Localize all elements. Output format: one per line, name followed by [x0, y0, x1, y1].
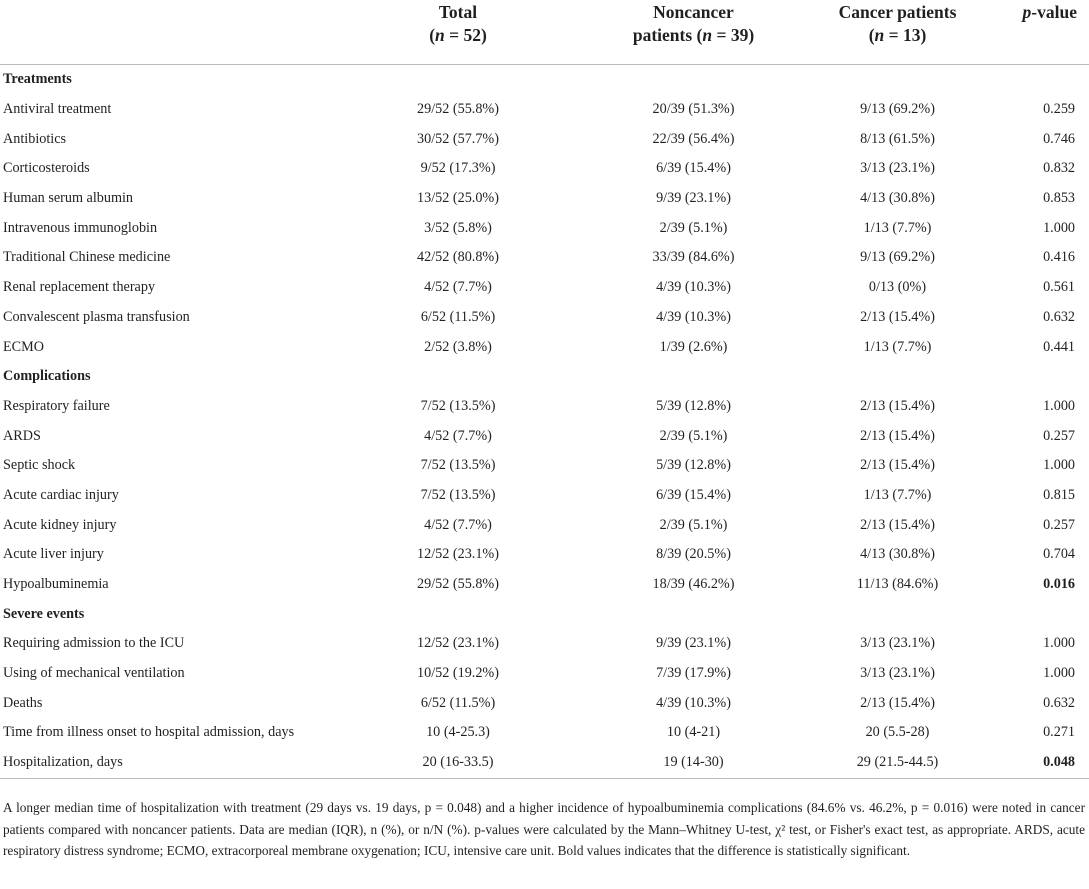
table-row	[0, 688, 1089, 718]
table-footnote: A longer median time of hospitalization with treatment (29 days vs. 19 days, p = 0.048) and a higher incidence of hypoalbuminemia complications (84.6% vs. 46.2%, p = 0.016) were noted in cancer patients compared with noncancer patients. Data are median (IQR), n (%), or n/N (%). p-values were calculated by the Mann–Whitney U-test, χ² test, or Fisher's exact test, as appropriate. ARDS, acute respiratory distress syndrome; ECMO, extracorporeal membrane oxygenation; ICU, intensive care unit. Bold values indicates that the difference is statistically significant.	[3, 800, 1085, 858]
header-cancer-n: (n = 13)	[868, 25, 927, 45]
table-row	[0, 95, 1089, 125]
total-cell: 20 (16-33.5)	[336, 748, 580, 778]
p-value-cell: 1.000	[1043, 635, 1075, 652]
row-label: Intravenous immunoglobin	[3, 219, 158, 236]
noncancer-cell: 9/39 (23.1%)	[656, 635, 731, 652]
noncancer-cell: 6/39 (15.4%)	[656, 160, 731, 177]
p-value-cell: 0.257	[1043, 516, 1075, 533]
table-row	[0, 510, 1089, 540]
table-row	[0, 481, 1089, 511]
row-label: Traditional Chinese medicine	[3, 249, 171, 266]
row-label: ARDS	[3, 427, 41, 444]
header-p-value	[988, 0, 1089, 65]
noncancer-cell: 5/39 (12.8%)	[656, 397, 731, 414]
table-row	[0, 451, 1089, 481]
header-total-title: Total	[438, 2, 478, 22]
total-cell: 4/52 (7.7%)	[424, 516, 492, 533]
noncancer-cell: 19 (14-30)	[580, 748, 807, 778]
table-row	[0, 540, 1089, 570]
total-cell: 6/52 (11.5%)	[420, 694, 496, 711]
section-label: Treatments	[3, 71, 72, 88]
row-label: Human serum albumin	[3, 190, 134, 207]
cancer-cell: 4/13 (30.8%)	[860, 546, 935, 563]
row-label: Requiring admission to the ICU	[3, 635, 185, 652]
noncancer-cell: 18/39 (46.2%)	[652, 576, 735, 593]
p-value-cell: 0.632	[1043, 308, 1075, 325]
total-cell: 9/52 (17.3%)	[420, 160, 496, 177]
row-label: Deaths	[3, 694, 43, 711]
section-label: Complications	[3, 368, 91, 385]
cancer-cell: 2/13 (15.4%)	[860, 427, 935, 444]
noncancer-cell: 2/39 (5.1%)	[659, 516, 728, 533]
total-cell: 13/52 (25.0%)	[417, 190, 499, 207]
table-row	[0, 332, 1089, 362]
table-row	[0, 718, 1089, 748]
p-value-cell: 0.016	[1043, 576, 1075, 593]
table-row	[0, 392, 1089, 422]
cancer-cell: 1/13 (7.7%)	[863, 486, 932, 503]
noncancer-cell: 4/39 (10.3%)	[656, 279, 731, 296]
row-label: Hypoalbuminemia	[3, 576, 109, 593]
cancer-cell: 1/13 (7.7%)	[863, 338, 932, 355]
total-cell: 10 (4-25.3)	[426, 724, 490, 741]
p-value-cell: 0.259	[1043, 101, 1075, 118]
p-value-cell: 0.815	[1043, 486, 1075, 503]
p-value-cell: 1.000	[1043, 219, 1075, 236]
table-row	[0, 748, 1089, 778]
total-cell: 3/52 (5.8%)	[424, 219, 492, 236]
p-value-cell: 0.832	[1043, 160, 1075, 177]
cancer-cell: 3/13 (23.1%)	[860, 160, 935, 177]
section-row	[0, 65, 1089, 95]
cancer-cell: 3/13 (23.1%)	[860, 665, 935, 682]
cancer-cell: 9/13 (69.2%)	[860, 101, 935, 118]
cancer-cell: 29 (21.5-44.5)	[807, 748, 988, 778]
cancer-cell: 2/13 (15.4%)	[860, 694, 935, 711]
cancer-cell: 2/13 (15.4%)	[860, 457, 935, 474]
noncancer-cell: 4/39 (10.3%)	[656, 694, 731, 711]
total-cell: 4/52 (7.7%)	[424, 427, 492, 444]
total-cell: 29/52 (55.8%)	[417, 101, 499, 118]
noncancer-cell: 2/39 (5.1%)	[659, 219, 728, 236]
cancer-cell: 3/13 (23.1%)	[860, 635, 935, 652]
p-value-cell: 1.000	[1043, 457, 1075, 474]
header-p-value-title: p-value	[1022, 2, 1077, 22]
total-cell: 12/52 (23.1%)	[417, 635, 499, 652]
total-cell: 29/52 (55.8%)	[417, 576, 499, 593]
cancer-cell: 2/13 (15.4%)	[860, 308, 935, 325]
row-label: Acute cardiac injury	[3, 486, 119, 503]
table-row	[0, 303, 1089, 333]
total-cell: 2/52 (3.8%)	[424, 338, 492, 355]
row-label: Using of mechanical ventilation	[3, 665, 185, 682]
p-value-cell: 0.416	[1043, 249, 1075, 266]
table-row	[0, 629, 1089, 659]
total-cell: 7/52 (13.5%)	[420, 457, 496, 474]
section-row	[0, 599, 1089, 629]
noncancer-cell: 2/39 (5.1%)	[659, 427, 728, 444]
table-row	[0, 154, 1089, 184]
p-value-cell: 0.632	[1043, 694, 1075, 711]
table-row	[0, 243, 1089, 273]
row-label: ECMO	[3, 338, 44, 355]
noncancer-cell: 9/39 (23.1%)	[656, 190, 731, 207]
noncancer-cell: 10 (4-21)	[666, 724, 721, 741]
total-cell: 7/52 (13.5%)	[420, 397, 496, 414]
cancer-cell: 2/13 (15.4%)	[860, 397, 935, 414]
total-cell: 4/52 (7.7%)	[424, 279, 492, 296]
p-value-cell: 0.257	[1043, 427, 1075, 444]
noncancer-cell: 8/39 (20.5%)	[656, 546, 731, 563]
header-noncancer-title: Noncancer	[653, 2, 734, 22]
section-label: Severe events	[3, 605, 85, 622]
cancer-cell: 20 (5.5-28)	[865, 724, 930, 741]
header-cancer	[807, 0, 988, 65]
p-value-cell: 0.048	[988, 748, 1089, 778]
total-cell: 12/52 (23.1%)	[417, 546, 499, 563]
table-row	[0, 570, 1089, 600]
row-label: Renal replacement therapy	[3, 279, 156, 296]
row-label: Corticosteroids	[3, 160, 90, 177]
total-cell: 10/52 (19.2%)	[417, 665, 499, 682]
noncancer-cell: 1/39 (2.6%)	[659, 338, 728, 355]
noncancer-cell: 7/39 (17.9%)	[656, 665, 731, 682]
table-row	[0, 659, 1089, 689]
noncancer-cell: 6/39 (15.4%)	[656, 486, 731, 503]
p-value-cell: 0.704	[1043, 546, 1075, 563]
cancer-cell: 4/13 (30.8%)	[860, 190, 935, 207]
header-noncancer-n: patients (n = 39)	[632, 25, 755, 45]
p-value-cell: 0.746	[1043, 130, 1075, 147]
header-total-n: (n = 52)	[429, 25, 487, 45]
row-label: Acute kidney injury	[3, 516, 117, 533]
row-label: Antibiotics	[3, 130, 67, 147]
p-value-cell: 0.853	[1043, 190, 1075, 207]
header-label-cell	[0, 0, 336, 65]
row-label: Respiratory failure	[3, 397, 110, 414]
header-noncancer	[580, 0, 807, 65]
row-label: Hospitalization, days	[0, 748, 336, 778]
row-label: Time from illness onset to hospital admission, days	[3, 724, 295, 741]
cancer-cell: 2/13 (15.4%)	[860, 516, 935, 533]
noncancer-cell: 20/39 (51.3%)	[652, 101, 735, 118]
p-value-cell: 0.441	[1043, 338, 1075, 355]
table-row	[0, 421, 1089, 451]
cancer-cell: 0/13 (0%)	[868, 279, 927, 296]
cancer-cell: 1/13 (7.7%)	[863, 219, 932, 236]
table-row	[0, 213, 1089, 243]
header-cancer-title: Cancer patients	[838, 2, 957, 22]
table-header	[0, 0, 1089, 65]
table-row	[0, 124, 1089, 154]
section-row	[0, 362, 1089, 392]
cancer-cell: 9/13 (69.2%)	[860, 249, 935, 266]
total-cell: 6/52 (11.5%)	[420, 308, 496, 325]
row-label: Antiviral treatment	[3, 101, 112, 118]
noncancer-cell: 5/39 (12.8%)	[656, 457, 731, 474]
cancer-cell: 11/13 (84.6%)	[856, 576, 939, 593]
header-total	[336, 0, 580, 65]
table-body	[0, 65, 1089, 779]
p-value-cell: 1.000	[1043, 665, 1075, 682]
row-label: Acute liver injury	[3, 546, 104, 563]
total-cell: 42/52 (80.8%)	[417, 249, 499, 266]
cancer-cell: 8/13 (61.5%)	[860, 130, 935, 147]
total-cell: 30/52 (57.7%)	[417, 130, 499, 147]
row-label: Septic shock	[3, 457, 76, 474]
p-value-cell: 0.271	[1043, 724, 1075, 741]
table-row	[0, 184, 1089, 214]
row-label: Convalescent plasma transfusion	[3, 308, 190, 325]
total-cell: 7/52 (13.5%)	[420, 486, 496, 503]
noncancer-cell: 4/39 (10.3%)	[656, 308, 731, 325]
table-row	[0, 273, 1089, 303]
p-value-cell: 1.000	[1043, 397, 1075, 414]
p-value-cell: 0.561	[1043, 279, 1075, 296]
noncancer-cell: 33/39 (84.6%)	[652, 249, 735, 266]
noncancer-cell: 22/39 (56.4%)	[652, 130, 735, 147]
